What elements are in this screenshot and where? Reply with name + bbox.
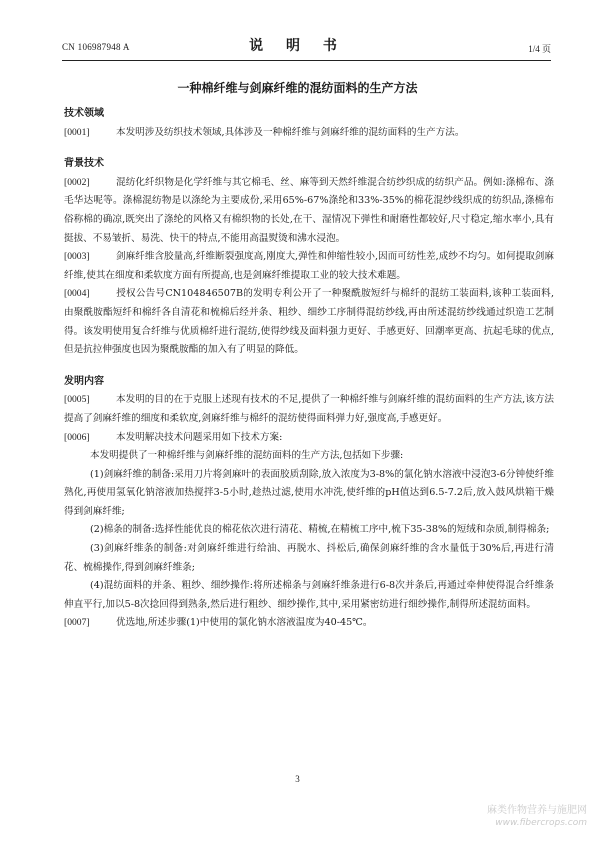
page-indicator: 1/4 页: [528, 44, 551, 54]
document-number: CN 106987948 A: [62, 42, 130, 52]
document-title: 一种棉纤维与剑麻纤维的混纺面料的生产方法: [177, 81, 418, 95]
paragraph-0002: [64, 174, 554, 248]
paragraph-0005: [64, 391, 554, 428]
paragraph-number: [0004]: [64, 288, 90, 300]
paragraph-0004: [64, 285, 554, 359]
paragraph-number: [0005]: [64, 394, 90, 406]
method-intro: 本发明提供了一种棉纤维与剑麻纤维的混纺面料的生产方法,包括如下步骤:: [90, 450, 404, 462]
paragraph-0003: [64, 248, 554, 285]
section-heading-background: 背景技术: [64, 158, 104, 170]
document-type-heading: 说 明 书: [249, 38, 346, 54]
step-3-sisal-sliver-preparation: (3)剑麻纤维条的制备:对剑麻纤维进行给油、再脱水、抖松后,确保剑麻纤维的含水量低于30%后,再进行清花、梳棉操作,得到剑麻纤维条;: [64, 543, 554, 573]
step-2-cotton-sliver-preparation: (2)棉条的制备:选择性能优良的棉花依次进行清花、精梳,在精梳工序中,梳下35-38%的短绒和杂质,制得棉条;: [90, 524, 550, 536]
site-watermark: [487, 805, 587, 829]
paragraph-number: [0003]: [64, 251, 90, 263]
paragraph-text: 本发明的目的在于克服上述现有技术的不足,提供了一种棉纤维与剑麻纤维的混纺面料的生产方法,该方法提高了剑麻纤维的细度和柔软度,剑麻纤维与棉纤的混纺使得面料弹力好,强度高,手感更好。: [64, 394, 554, 424]
document-body: [64, 105, 554, 633]
paragraph-number: [0002]: [64, 176, 90, 188]
watermark-url: www.fibercrops.com: [495, 818, 587, 828]
paragraph-text: 剑麻纤维含胶量高,纤维断裂强度高,刚度大,弹性和伸缩性较小,因而可纺性差,成纱不均匀。如何提取剑麻纤维,使其在细度和柔软度方面有所提高,也是剑麻纤维提取工业的较大技术难题。: [64, 251, 554, 281]
paragraph-0001: [64, 124, 554, 143]
paragraph-text: 优选地,所述步骤(1)中使用的氯化钠水溶液温度为40-45℃。: [116, 617, 373, 629]
paragraph-text: 本发明解决技术问题采用如下技术方案:: [116, 431, 283, 443]
paragraph-0007: [64, 614, 554, 633]
paragraph-0006: [64, 429, 554, 448]
watermark-site-name: 麻类作物营养与施肥网: [487, 805, 587, 816]
paragraph-text: 混纺化纤织物是化学纤维与其它棉毛、丝、麻等到天然纤维混合纺纱织成的纺织产品。例如:涤棉布、涤毛华达呢等。涤棉混纺物是以涤纶为主要成份,采用65%-67%涤纶和33%-35%的棉花混纱线织成的纺织品,涤棉布俗称棉的确凉,既突出了涤纶的风格又有棉织物的长处,在干、湿情况下弹性和耐磨性都较好,尺寸稳定,缩水率小,具有挺拔、不易皱折、易洗、快干的特点,不能用高温熨烫和沸水浸泡。: [64, 176, 554, 244]
paragraph-number: [0006]: [64, 431, 90, 443]
page-number: 3: [295, 774, 300, 784]
paragraph-text: 本发明涉及纺织技术领域,具体涉及一种棉纤维与剑麻纤维的混纺面料的生产方法。: [116, 126, 465, 138]
header-divider: [62, 60, 551, 61]
paragraph-number: [0001]: [64, 126, 90, 138]
paragraph-text: 授权公告号CN104846507B的发明专利公开了一种聚酰胺短纤与棉纤的混纺工装面料,该种工装面料,由聚酰胺酯短纤和棉纤各自清花和梳棉后经并条、粗纱、细纱工序制得混纺纱线,再由所述混纺纱线通过织造工艺制得。该发明使用复合纤维与优质棉纤进行混纺,使得纱线及面料强力更好、手感更好、回潮率更高、抗起毛球的优点,但是抗拉伸强度也因为聚酰胺酯的加入有了明显的降低。: [64, 288, 554, 356]
step-1-sisal-fiber-preparation: (1)剑麻纤维的制备:采用刀片将剑麻叶的表面胶质刮除,放入浓度为3-8%的氯化钠水溶液中浸泡3-6分钟使纤维熟化,再使用氢氧化钠溶液加热搅拌3-5小时,趁热过滤,使用水冲洗,使纤维的pH值达到6.5-7.2后,放入鼓风烘箱干燥得到剑麻纤维;: [64, 468, 554, 517]
paragraph-number: [0007]: [64, 617, 90, 629]
step-4-drawing-roving-spinning: (4)混纺面料的并条、粗纱、细纱操作:将所述棉条与剑麻纤维条进行6-8次并条后,再通过牵伸使得混合纤维条伸直平行,加以5-8次捻回得到熟条,然后进行粗纱、细纱操作,其中,采用紧密纺进行细纱操作,制得所述混纺面料。: [64, 580, 554, 610]
section-heading-summary: 发明内容: [64, 375, 104, 387]
section-heading-technical-field: 技术领域: [64, 108, 104, 119]
